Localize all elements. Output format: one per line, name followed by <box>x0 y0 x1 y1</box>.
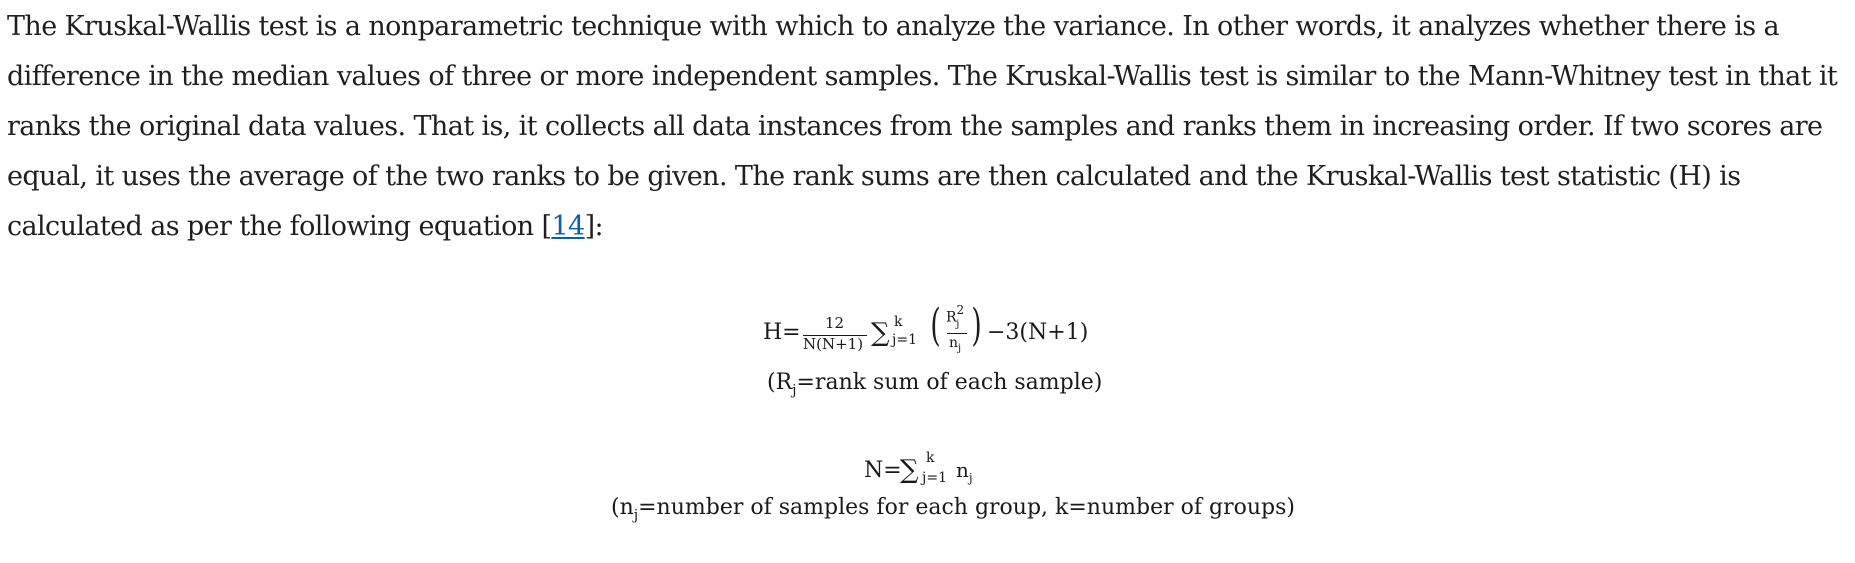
eq1-paren-open: ( <box>930 300 941 351</box>
eq2-term-base: n <box>956 458 969 482</box>
eq1-fraction-numerator: 12 <box>825 314 845 332</box>
eq1-inner-numerator-sub: j <box>956 319 960 331</box>
eq2-term-sub: j <box>968 471 973 485</box>
eq1-lhs: H= <box>763 320 801 345</box>
eq2-sum-lower: j=1 <box>922 470 947 486</box>
eq1-sum-upper: k <box>894 314 903 330</box>
eq2-summation-symbol: ∑ <box>900 455 919 485</box>
paragraph-line-5 <box>7 202 1847 252</box>
citation-link[interactable]: 14 <box>551 211 585 242</box>
eq2-lhs: N= <box>864 458 902 483</box>
eq1-inner-fraction-bar <box>947 333 967 334</box>
eq1-inner-denominator-base: n <box>949 335 959 351</box>
eq1-note-sub: j <box>792 382 797 399</box>
eq2-note <box>611 495 1295 523</box>
eq1-inner-denominator <box>949 335 961 354</box>
eq1-inner-numerator-base: R <box>946 309 957 326</box>
eq1-note-open: (R <box>767 370 793 395</box>
eq1-tail: −3(N+1) <box>987 320 1089 345</box>
eq1-paren-close: ) <box>971 300 982 351</box>
eq1-note <box>767 370 1102 398</box>
paragraph-line-5-suffix: ]: <box>584 211 604 242</box>
eq1-sum-lower: j=1 <box>892 332 917 348</box>
eq1-note-rest: =rank sum of each sample) <box>796 370 1103 395</box>
eq2-note-rest: =number of samples for each group, k=number of groups) <box>638 495 1295 520</box>
eq1-fraction-denominator: N(N+1) <box>803 335 864 353</box>
eq2-note-sub: j <box>633 507 639 524</box>
eq2-note-open: (n <box>611 495 634 520</box>
eq1-inner-numerator-sup: 2 <box>956 303 965 317</box>
paragraph-line-4: equal, it uses the average of the two ranks to be given. The rank sums are then calculated and the Kruskal-Wallis test statistic (H) is <box>7 161 1741 192</box>
paragraph-line-5-prefix: calculated as per the following equation [ <box>7 211 552 242</box>
eq1-inner-denominator-sub: j <box>958 342 962 354</box>
paragraph-line-2: difference in the median values of three or more independent samples. The Kruskal-Wallis test is similar to the Mann-Whitney test in that it <box>7 61 1838 92</box>
eq1-summation-symbol: ∑ <box>871 318 890 348</box>
eq2-sum-upper: k <box>926 450 935 466</box>
paragraph-line-1: The Kruskal-Wallis test is a nonparametric technique with which to analyze the variance. In other words, it analyzes whether there is a <box>7 11 1780 42</box>
eq1-inner-numerator <box>946 303 967 331</box>
paragraph-line-3: ranks the original data values. That is, it collects all data instances from the samples and ranks them in increasing order. If two scores are <box>7 111 1823 142</box>
body-paragraph <box>7 2 1847 252</box>
eq2-term <box>956 458 973 485</box>
